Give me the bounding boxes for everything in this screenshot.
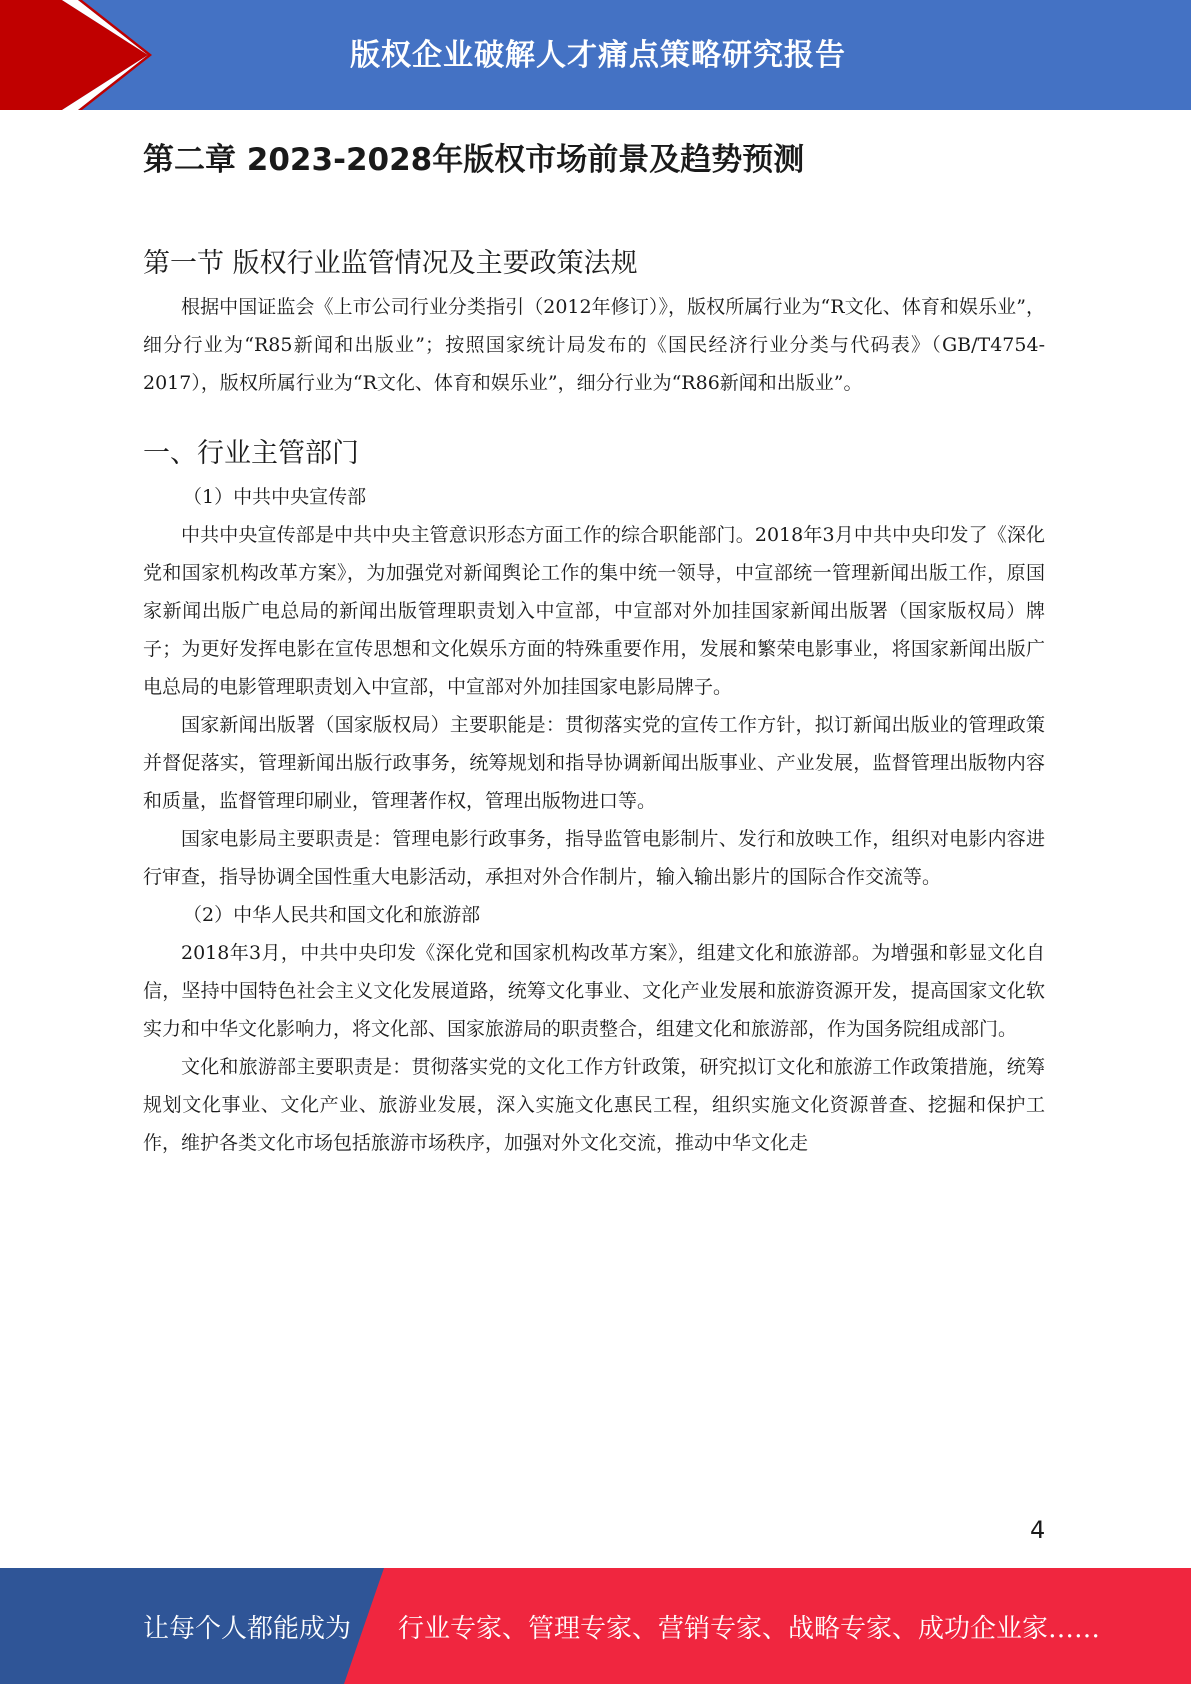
subsection-title: 一、行业主管部门 [143, 438, 359, 469]
report-title: 版权企业破解人才痛点策略研究报告 [350, 38, 846, 73]
footer-slogan-left: 让每个人都能成为 [143, 1614, 352, 1644]
chapter-title: 第二章 2023-2028年版权市场前景及趋势预测 [143, 142, 805, 178]
header-banner [0, 0, 1191, 110]
footer-slogan-right: 行业专家、管理专家、营销专家、战略专家、成功企业家…… [398, 1614, 1101, 1644]
item-heading-culture-tourism-ministry: （2）中华人民共和国文化和旅游部 [183, 904, 481, 926]
paragraph-propaganda-dept: 中共中央宣传部是中共中央主管意识形态方面工作的综合职能部门。2018年3月中共中央印发了《深化党和国家机构改革方案》，为加强党对新闻舆论工作的集中统一领导，中宣部统一管理新闻出版工作，原国家新闻出版广电总局的新闻出版管理职责划入中宣部，中宣部对外加挂国家新闻出版署（国家版权局）牌子；为更好发挥电影在宣传思想和文化娱乐方面的特殊重要作用，发展和繁荣电影事业，将国家新闻出版广电总局的电影管理职责划入中宣部，中宣部对外加挂国家电影局牌子。 [143, 524, 1045, 698]
document-body [143, 136, 1045, 1162]
footer-banner [0, 1568, 1191, 1684]
page-number: 4 [1030, 1516, 1046, 1544]
paragraph-press-publication-admin: 国家新闻出版署（国家版权局）主要职能是：贯彻落实党的宣传工作方针，拟订新闻出版业的管理政策并督促落实，管理新闻出版行政事务，统筹规划和指导协调新闻出版事业、产业发展，监督管理出版物内容和质量，监督管理印刷业，管理著作权，管理出版物进口等。 [143, 714, 1045, 812]
paragraph-culture-tourism-duties: 文化和旅游部主要职责是：贯彻落实党的文化工作方针政策，研究拟订文化和旅游工作政策措施，统筹规划文化事业、文化产业、旅游业发展，深入实施文化惠民工程，组织实施文化资源普查、挖掘和保护工作，维护各类文化市场包括旅游市场秩序，加强对外文化交流，推动中华文化走 [143, 1056, 1045, 1154]
section-title: 第一节 版权行业监管情况及主要政策法规 [143, 248, 638, 279]
section-intro-paragraph: 根据中国证监会《上市公司行业分类指引（2012年修订）》，版权所属行业为“R文化、体育和娱乐业”，细分行业为“R85新闻和出版业”；按照国家统计局发布的《国民经济行业分类与代码表》（GB/T4754-2017），版权所属行业为“R文化、体育和娱乐业”，细分行业为“R86新闻和出版业”。 [143, 296, 1045, 394]
paragraph-film-bureau: 国家电影局主要职责是：管理电影行政事务，指导监管电影制片、发行和放映工作，组织对电影内容进行审查，指导协调全国性重大电影活动，承担对外合作制片，输入输出影片的国际合作交流等。 [143, 828, 1045, 888]
paragraph-culture-tourism-founding: 2018年3月，中共中央印发《深化党和国家机构改革方案》，组建文化和旅游部。为增强和彰显文化自信，坚持中国特色社会主义文化发展道路，统筹文化事业、文化产业发展和旅游资源开发，提高国家文化软实力和中华文化影响力，将文化部、国家旅游局的职责整合，组建文化和旅游部，作为国务院组成部门。 [143, 942, 1045, 1040]
item-heading-propaganda-dept: （1）中共中央宣传部 [183, 486, 367, 508]
